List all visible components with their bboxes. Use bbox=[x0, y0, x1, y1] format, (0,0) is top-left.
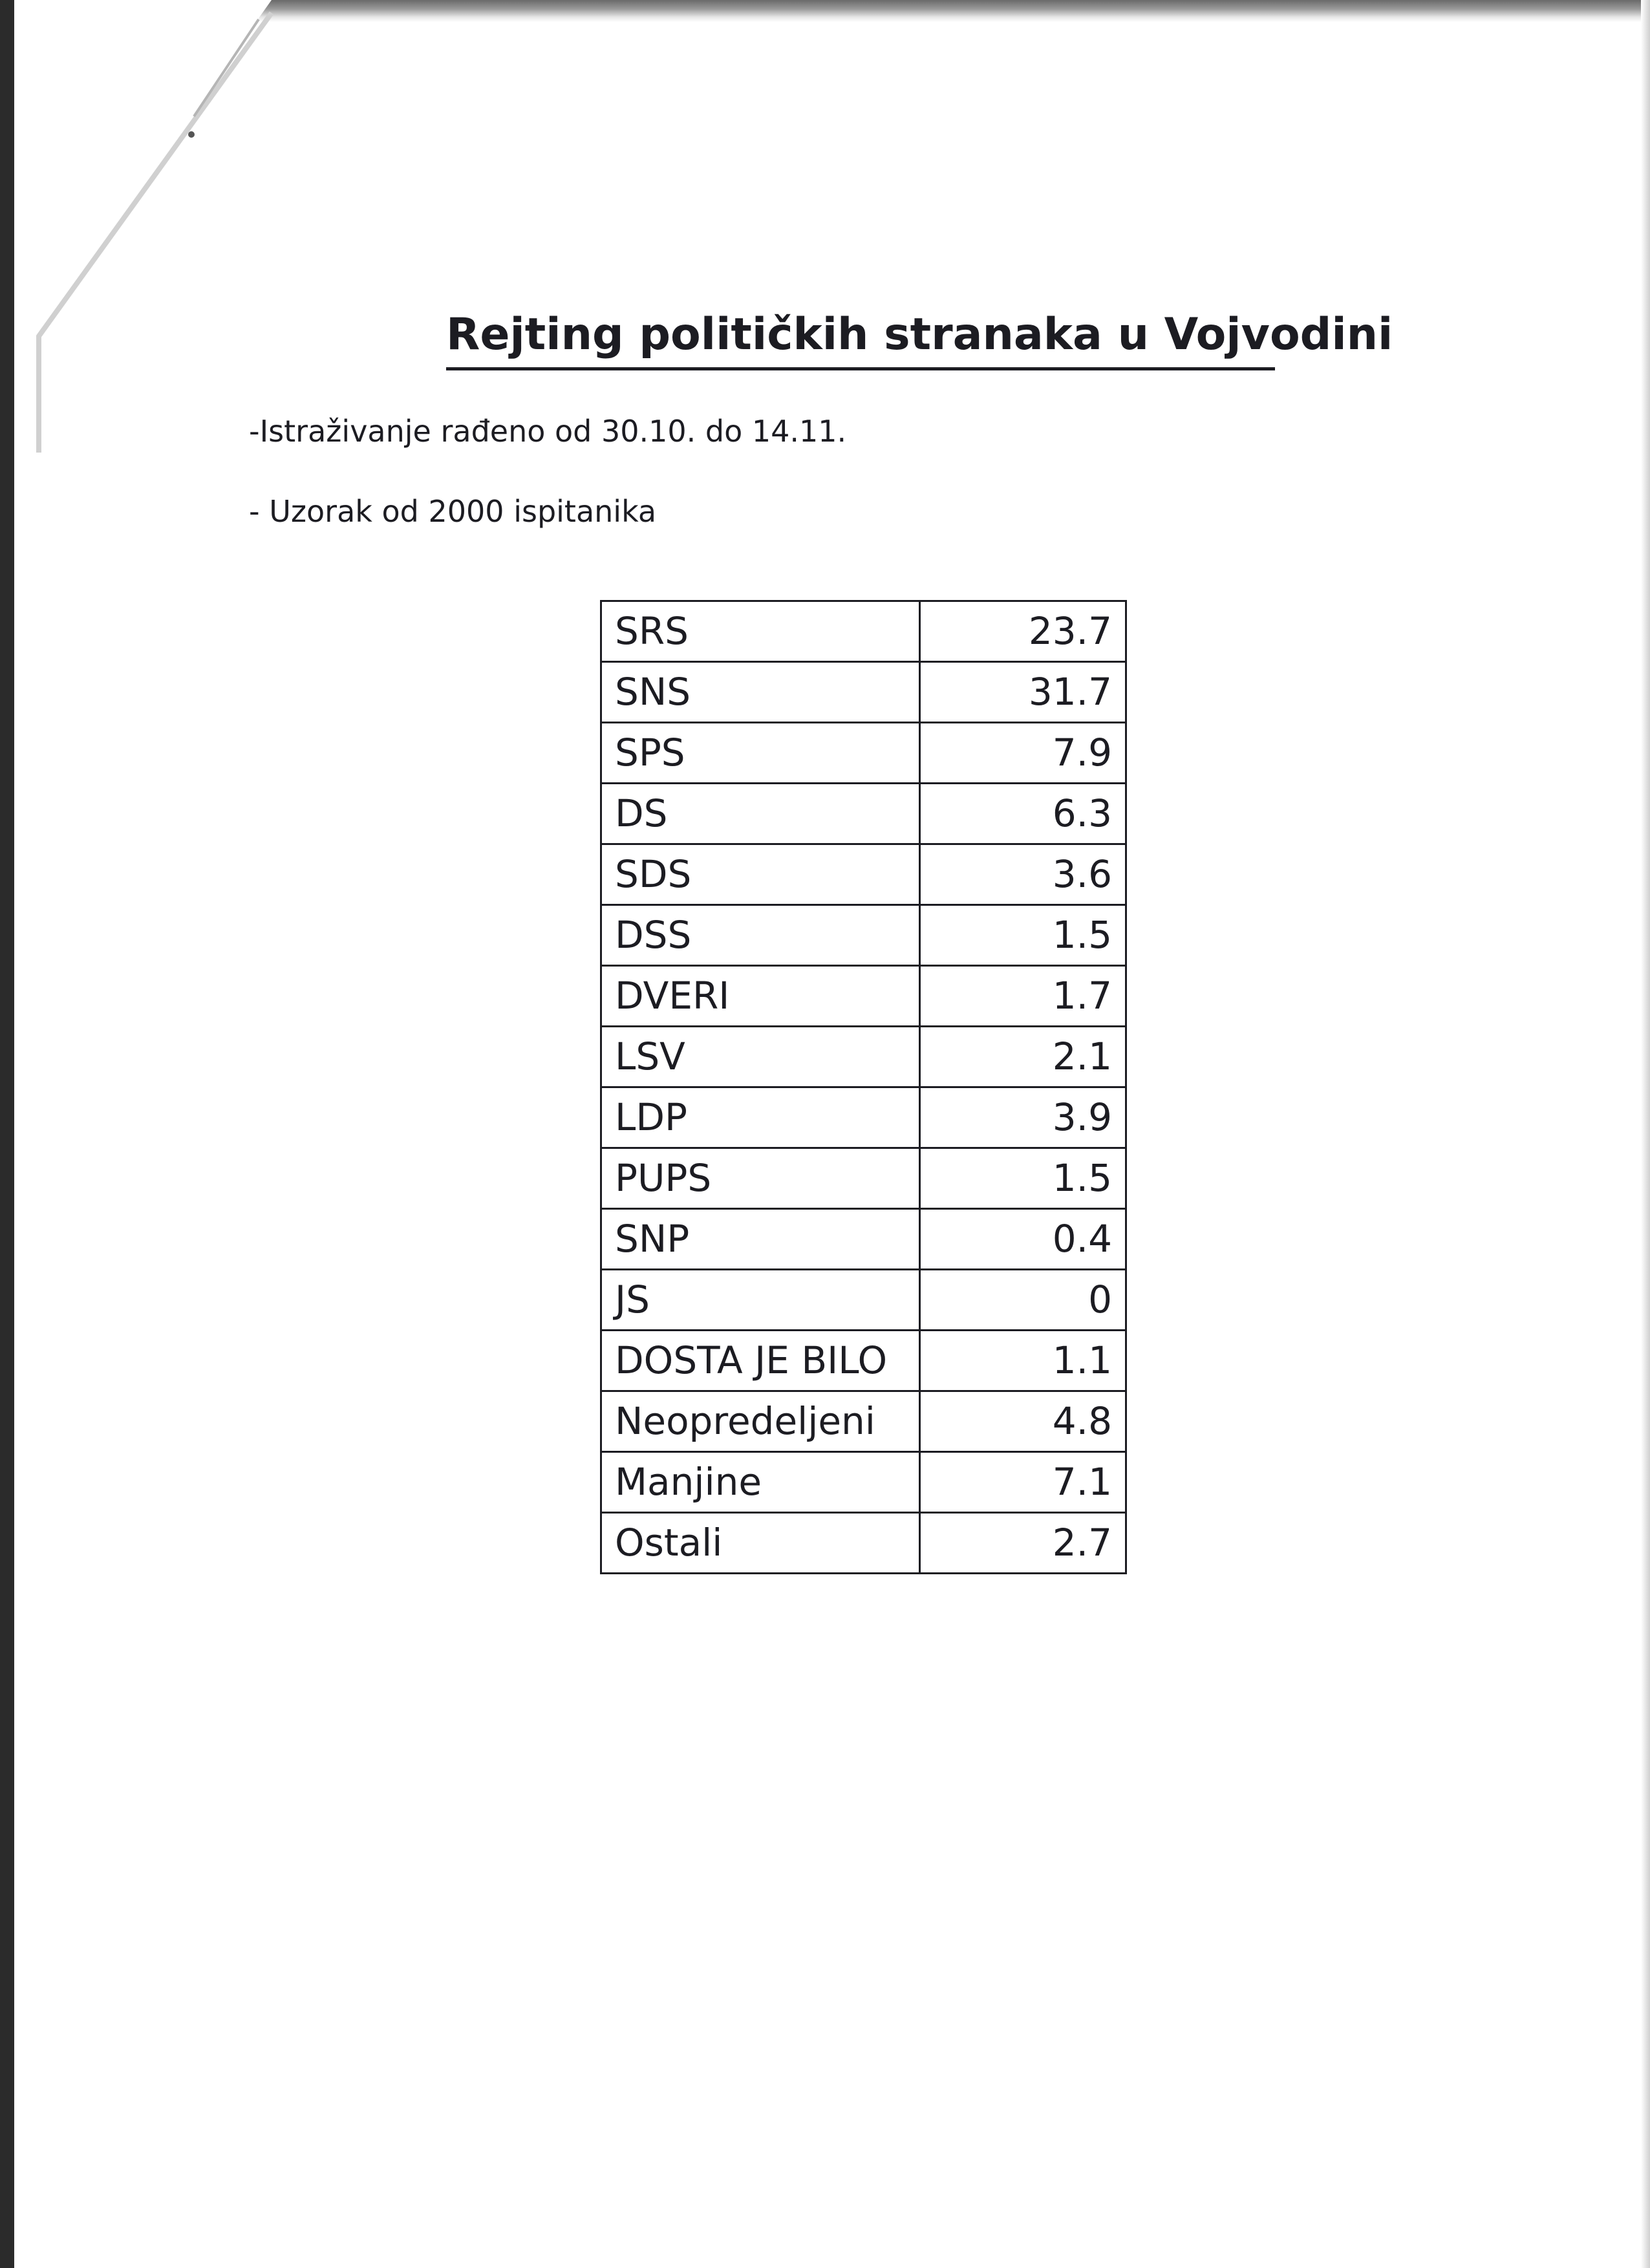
rating-value-cell: 7.1 bbox=[920, 1452, 1126, 1513]
table-row bbox=[601, 1209, 1126, 1270]
rating-value-cell: 2.7 bbox=[920, 1513, 1126, 1574]
party-name-cell: JS bbox=[601, 1270, 920, 1331]
folded-corner-shadow bbox=[0, 0, 297, 453]
rating-value-cell: 3.6 bbox=[920, 844, 1126, 905]
scan-edge-right bbox=[1641, 0, 1650, 2268]
table-row bbox=[601, 1513, 1126, 1574]
table-row bbox=[601, 966, 1126, 1027]
party-ratings-table bbox=[600, 600, 1127, 1574]
table-row bbox=[601, 905, 1126, 966]
rating-value-cell: 2.1 bbox=[920, 1027, 1126, 1087]
rating-value-cell: 1.1 bbox=[920, 1331, 1126, 1391]
party-name-cell: SRS bbox=[601, 601, 920, 662]
table-row bbox=[601, 1452, 1126, 1513]
rating-value-cell: 0 bbox=[920, 1270, 1126, 1331]
table-row bbox=[601, 1148, 1126, 1209]
table-row bbox=[601, 784, 1126, 844]
rating-value-cell: 1.5 bbox=[920, 1148, 1126, 1209]
page-title: Rejting političkih stranaka u Vojvodini bbox=[446, 309, 1393, 360]
rating-value-cell: 4.8 bbox=[920, 1391, 1126, 1452]
rating-value-cell: 7.9 bbox=[920, 723, 1126, 784]
title-underline bbox=[446, 367, 1275, 370]
table-row bbox=[601, 844, 1126, 905]
party-name-cell: DS bbox=[601, 784, 920, 844]
rating-value-cell: 1.7 bbox=[920, 966, 1126, 1027]
table-row bbox=[601, 1270, 1126, 1331]
rating-value-cell: 6.3 bbox=[920, 784, 1126, 844]
party-name-cell: PUPS bbox=[601, 1148, 920, 1209]
table-row bbox=[601, 662, 1126, 723]
rating-value-cell: 3.9 bbox=[920, 1087, 1126, 1148]
party-name-cell: Manjine bbox=[601, 1452, 920, 1513]
party-name-cell: DOSTA JE BILO bbox=[601, 1331, 920, 1391]
rating-value-cell: 1.5 bbox=[920, 905, 1126, 966]
party-name-cell: LDP bbox=[601, 1087, 920, 1148]
table-row bbox=[601, 601, 1126, 662]
party-name-cell: LSV bbox=[601, 1027, 920, 1087]
table-row bbox=[601, 1027, 1126, 1087]
party-name-cell: DSS bbox=[601, 905, 920, 966]
survey-period-note: -Istraživanje rađeno od 30.10. do 14.11. bbox=[249, 414, 847, 449]
party-name-cell: Neopredeljeni bbox=[601, 1391, 920, 1452]
sample-size-note: - Uzorak od 2000 ispitanika bbox=[249, 494, 657, 529]
party-name-cell: SNS bbox=[601, 662, 920, 723]
rating-value-cell: 31.7 bbox=[920, 662, 1126, 723]
party-name-cell: SDS bbox=[601, 844, 920, 905]
scan-edge-top bbox=[246, 0, 1650, 22]
table-row bbox=[601, 1391, 1126, 1452]
party-name-cell: SNP bbox=[601, 1209, 920, 1270]
rating-value-cell: 23.7 bbox=[920, 601, 1126, 662]
table-row bbox=[601, 723, 1126, 784]
table-row bbox=[601, 1331, 1126, 1391]
party-name-cell: SPS bbox=[601, 723, 920, 784]
table-row bbox=[601, 1087, 1126, 1148]
party-name-cell: DVERI bbox=[601, 966, 920, 1027]
rating-value-cell: 0.4 bbox=[920, 1209, 1126, 1270]
party-name-cell: Ostali bbox=[601, 1513, 920, 1574]
